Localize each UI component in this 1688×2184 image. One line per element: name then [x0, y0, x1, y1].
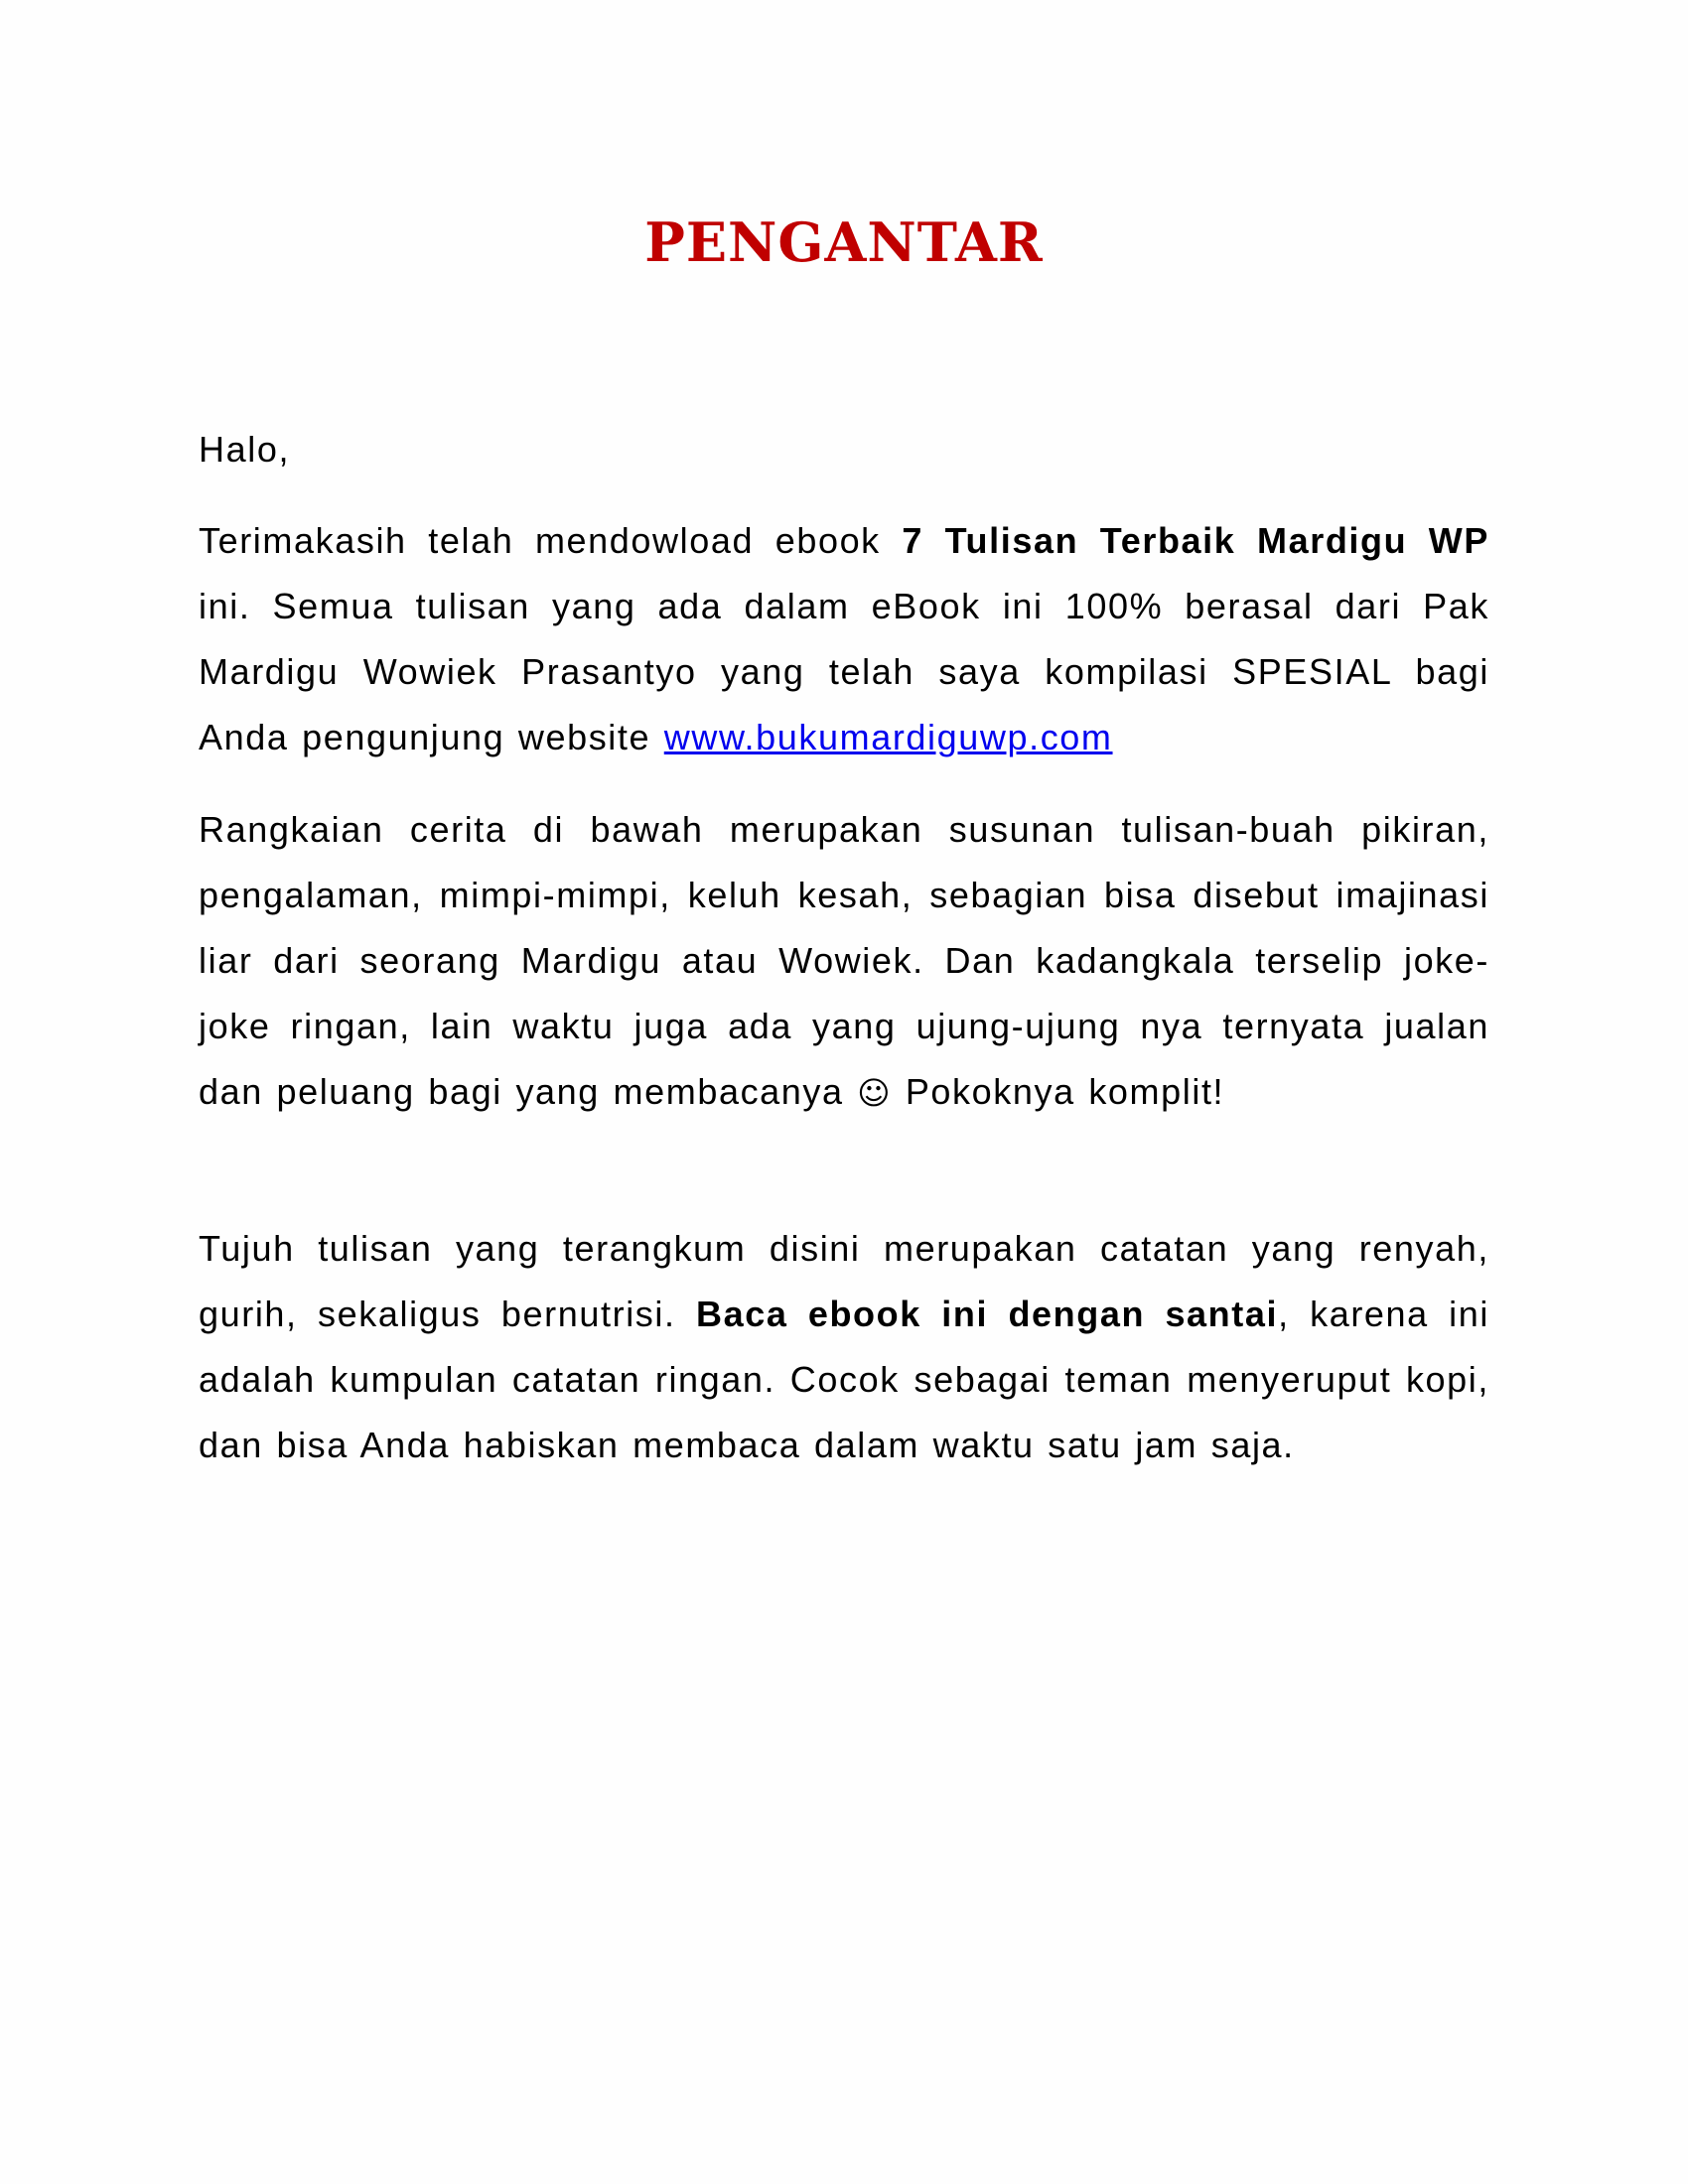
- intro-text-part-2: ini. Semua tulisan yang ada dalam eBook ini 100% berasal dari Pak Mardigu Wowiek Prasantyo yang telah saya kompilasi SPESIAL bagi Anda pengunjung website: [199, 586, 1489, 757]
- summary-text: [199, 1216, 1489, 1478]
- story-closing: Pokoknya komplit!: [892, 1071, 1225, 1112]
- read-relaxed-bold: Baca ebook ini dengan santai: [695, 1294, 1279, 1334]
- ebook-title-bold: 7 Tulisan Terbaik Mardigu WP: [902, 520, 1489, 561]
- summary-text-part-1: Tujuh tulisan yang terangkum disini merupakan catatan yang renyah, gurih, sekaligus bernutrisi.: [199, 1228, 1489, 1334]
- intro-text: [199, 508, 1489, 770]
- intro-paragraph: [199, 508, 1489, 770]
- story-text: [199, 797, 1489, 1126]
- website-link[interactable]: www.bukumardiguwp.com: [663, 717, 1113, 757]
- smiley-face-icon: ☺: [857, 1074, 893, 1112]
- intro-text-part-1: Terimakasih telah mendowload ebook: [199, 520, 903, 561]
- summary-text-part-2: , karena ini adalah kumpulan catatan ringan. Cocok sebagai teman menyeruput kopi, dan bisa Anda habiskan membaca dalam waktu satu jam saja.: [199, 1294, 1489, 1465]
- page-title: PENGANTAR: [644, 210, 1044, 274]
- summary-paragraph: [199, 1216, 1489, 1478]
- greeting-paragraph: [199, 417, 1489, 482]
- story-paragraph: [199, 797, 1489, 1126]
- greeting-text: Halo,: [199, 429, 291, 470]
- story-text-body: Rangkaian cerita di bawah merupakan susunan tulisan-buah pikiran, pengalaman, mimpi-mimpi, keluh kesah, sebagian bisa disebut imajinasi liar dari seorang Mardigu atau Wowiek. Dan kadangkala terselip joke-joke ringan, lain waktu juga ada yang ujung-ujung nya ternyata jualan dan peluang bagi yang membacanya: [199, 809, 1489, 1112]
